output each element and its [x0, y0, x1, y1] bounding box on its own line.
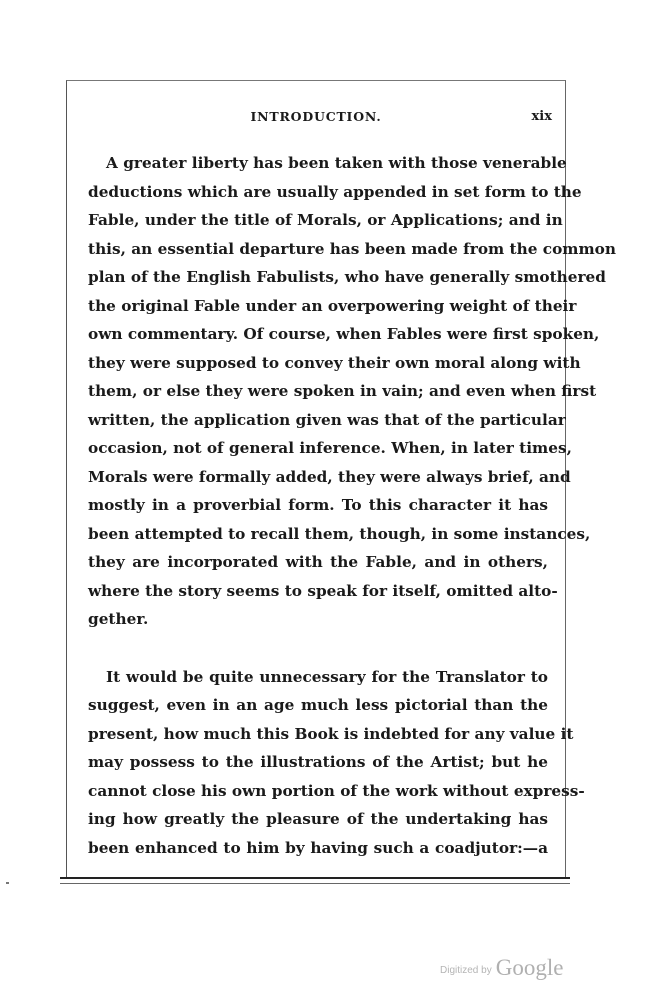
text-line: own commentary. Of course, when Fables were first spoken,	[88, 325, 600, 343]
text-line: this, an essential departure has been made from the common	[88, 239, 616, 258]
running-title: INTRODUCTION.	[250, 109, 382, 124]
text-line: been attempted to recall them, though, in some instances,	[88, 524, 591, 543]
watermark-brand: Google	[495, 955, 564, 980]
text-line: occasion, not of general inference. When, in later times,	[88, 439, 572, 457]
text-line: suggest, even in an age much less pictorial than the	[88, 696, 548, 714]
text-line: mostly in a proverbial form. To this character it has	[88, 496, 548, 514]
watermark-prefix: Digitized by	[440, 965, 492, 976]
text-line: the original Fable under an overpowering weight of their	[88, 296, 577, 315]
text-line: deductions which are usually appended in set form to the	[88, 182, 582, 201]
running-head	[66, 109, 566, 129]
paragraph-2	[88, 663, 585, 863]
paragraph-gap	[88, 634, 548, 663]
bottom-rule	[60, 877, 570, 879]
scan-speck	[6, 882, 9, 884]
text-line: may possess to the illustrations of the Artist; but he	[88, 753, 548, 771]
text-line: It would be quite unnecessary for the Translator to	[106, 667, 548, 686]
text-line: ing how greatly the pleasure of the undertaking has	[88, 810, 548, 828]
page-number: xix	[531, 109, 552, 124]
text-line: Morals were formally added, they were always brief, and	[88, 467, 571, 486]
text-line: they were supposed to convey their own moral along with	[88, 353, 581, 372]
text-line: Fable, under the title of Morals, or Applications; and in	[88, 211, 563, 229]
text-line: present, how much this Book is indebted for any value it	[88, 724, 574, 743]
text-line: gether.	[88, 610, 149, 628]
body-text	[88, 149, 616, 862]
paragraph-1	[88, 149, 616, 634]
text-line: A greater liberty has been taken with those venerable	[106, 154, 567, 172]
text-line: written, the application given was that of the particular	[88, 410, 566, 429]
text-line: where the story seems to speak for itself, omitted alto-	[88, 581, 558, 600]
text-line: them, or else they were spoken in vain; and even when first	[88, 382, 597, 400]
digitized-watermark	[440, 955, 563, 981]
bottom-rule-thin	[60, 883, 570, 884]
text-line: they are incorporated with the Fable, and in others,	[88, 553, 548, 571]
text-line: been enhanced to him by having such a coadjutor:—a	[88, 838, 548, 857]
text-line: cannot close his own portion of the work without express-	[88, 781, 585, 800]
text-line: plan of the English Fabulists, who have generally smothered	[88, 268, 606, 286]
